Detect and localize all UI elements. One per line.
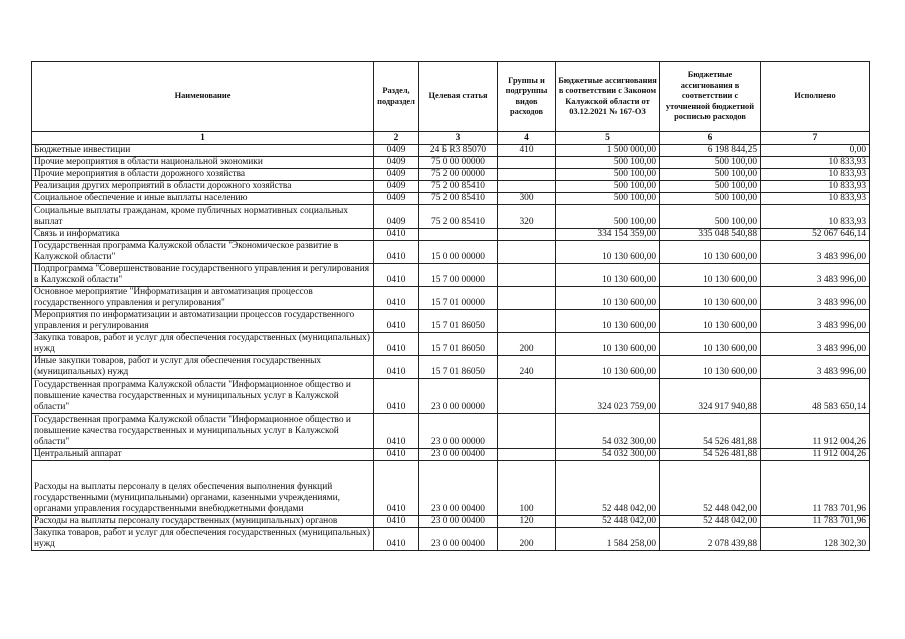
table-row bbox=[32, 157, 870, 169]
row-revised-amount: 500 100,00 bbox=[660, 157, 761, 169]
row-name: Основное мероприятие "Информатизация и автоматизация процессов государственного управления и регулирования" bbox=[32, 287, 374, 310]
row-executed-amount: 10 833,93 bbox=[761, 205, 870, 229]
row-section: 0410 bbox=[374, 449, 419, 461]
row-law-amount: 10 130 600,00 bbox=[556, 333, 660, 356]
row-target-article: 23 0 00 00400 bbox=[419, 461, 498, 516]
row-revised-amount: 500 100,00 bbox=[660, 193, 761, 205]
row-section: 0410 bbox=[374, 461, 419, 516]
table-row bbox=[32, 205, 870, 229]
row-executed-amount: 10 833,93 bbox=[761, 193, 870, 205]
column-number: 4 bbox=[498, 132, 556, 145]
row-law-amount: 500 100,00 bbox=[556, 205, 660, 229]
row-section: 0410 bbox=[374, 310, 419, 333]
row-executed-amount: 10 833,93 bbox=[761, 169, 870, 181]
row-name: Социальные выплаты гражданам, кроме публичных нормативных социальных выплат bbox=[32, 205, 374, 229]
row-target-article: 75 2 00 00000 bbox=[419, 169, 498, 181]
row-name: Центральный аппарат bbox=[32, 449, 374, 461]
row-target-article: 15 7 01 00000 bbox=[419, 287, 498, 310]
row-expense-group bbox=[498, 379, 556, 414]
table-row bbox=[32, 193, 870, 205]
table-row bbox=[32, 241, 870, 264]
row-executed-amount: 11 912 004,26 bbox=[761, 414, 870, 449]
row-section: 0410 bbox=[374, 241, 419, 264]
row-law-amount: 54 032 300,00 bbox=[556, 414, 660, 449]
row-revised-amount: 10 130 600,00 bbox=[660, 287, 761, 310]
row-revised-amount: 500 100,00 bbox=[660, 181, 761, 193]
row-section: 0410 bbox=[374, 287, 419, 310]
table-row bbox=[32, 449, 870, 461]
header-section: Раздел, подраздел bbox=[374, 62, 419, 132]
row-executed-amount: 11 912 004,26 bbox=[761, 449, 870, 461]
row-name: Иные закупки товаров, работ и услуг для обеспечения государственных (муниципальных) нужд bbox=[32, 356, 374, 379]
row-executed-amount: 3 483 996,00 bbox=[761, 241, 870, 264]
row-expense-group: 300 bbox=[498, 193, 556, 205]
table-row bbox=[32, 310, 870, 333]
table-row bbox=[32, 169, 870, 181]
row-target-article: 15 7 01 86050 bbox=[419, 310, 498, 333]
row-revised-amount: 2 078 439,88 bbox=[660, 528, 761, 551]
row-revised-amount: 500 100,00 bbox=[660, 205, 761, 229]
row-executed-amount: 3 483 996,00 bbox=[761, 264, 870, 287]
table-row bbox=[32, 356, 870, 379]
table-row bbox=[32, 181, 870, 193]
row-expense-group bbox=[498, 229, 556, 241]
row-target-article: 23 0 00 00400 bbox=[419, 449, 498, 461]
row-law-amount: 500 100,00 bbox=[556, 157, 660, 169]
row-section: 0409 bbox=[374, 193, 419, 205]
row-revised-amount: 52 448 042,00 bbox=[660, 516, 761, 528]
row-section: 0410 bbox=[374, 356, 419, 379]
table-row bbox=[32, 145, 870, 157]
row-law-amount: 10 130 600,00 bbox=[556, 264, 660, 287]
row-expense-group bbox=[498, 157, 556, 169]
row-expense-group bbox=[498, 169, 556, 181]
row-name: Бюджетные инвестиции bbox=[32, 145, 374, 157]
row-revised-amount: 10 130 600,00 bbox=[660, 264, 761, 287]
table-row bbox=[32, 333, 870, 356]
row-expense-group bbox=[498, 264, 556, 287]
row-target-article: 75 2 00 85410 bbox=[419, 205, 498, 229]
row-law-amount: 1 500 000,00 bbox=[556, 145, 660, 157]
row-expense-group bbox=[498, 414, 556, 449]
column-number: 5 bbox=[556, 132, 660, 145]
table-row bbox=[32, 229, 870, 241]
row-name: Государственная программа Калужской области "Экономическое развитие в Калужской области" bbox=[32, 241, 374, 264]
row-law-amount: 10 130 600,00 bbox=[556, 356, 660, 379]
row-name: Мероприятия по информатизации и автоматизации процессов государственного управления и регулирования bbox=[32, 310, 374, 333]
row-expense-group: 120 bbox=[498, 516, 556, 528]
row-revised-amount: 10 130 600,00 bbox=[660, 333, 761, 356]
row-section: 0410 bbox=[374, 333, 419, 356]
row-section: 0409 bbox=[374, 205, 419, 229]
row-executed-amount: 0,00 bbox=[761, 145, 870, 157]
table-row bbox=[32, 287, 870, 310]
row-law-amount: 1 584 258,00 bbox=[556, 528, 660, 551]
budget-table bbox=[31, 61, 870, 551]
column-number: 7 bbox=[761, 132, 870, 145]
row-revised-amount: 54 526 481,88 bbox=[660, 414, 761, 449]
row-section: 0410 bbox=[374, 379, 419, 414]
row-target-article: 15 7 01 86050 bbox=[419, 356, 498, 379]
row-section: 0410 bbox=[374, 516, 419, 528]
row-target-article: 75 0 00 00000 bbox=[419, 157, 498, 169]
row-target-article: 23 0 00 00400 bbox=[419, 528, 498, 551]
table-row bbox=[32, 461, 870, 516]
row-law-amount: 54 032 300,00 bbox=[556, 449, 660, 461]
row-section: 0409 bbox=[374, 157, 419, 169]
row-target-article bbox=[419, 229, 498, 241]
row-expense-group: 100 bbox=[498, 461, 556, 516]
row-expense-group: 200 bbox=[498, 333, 556, 356]
row-law-amount: 334 154 359,00 bbox=[556, 229, 660, 241]
header-name: Наименование bbox=[32, 62, 374, 132]
column-number: 2 bbox=[374, 132, 419, 145]
header-executed: Исполнено bbox=[761, 62, 870, 132]
row-name: Социальное обеспечение и иные выплаты населению bbox=[32, 193, 374, 205]
row-law-amount: 52 448 042,00 bbox=[556, 516, 660, 528]
column-number: 1 bbox=[32, 132, 374, 145]
row-expense-group bbox=[498, 287, 556, 310]
row-expense-group bbox=[498, 181, 556, 193]
budget-table-container bbox=[31, 61, 870, 551]
row-target-article: 75 2 00 85410 bbox=[419, 193, 498, 205]
column-number: 6 bbox=[660, 132, 761, 145]
row-revised-amount: 6 198 844,25 bbox=[660, 145, 761, 157]
row-law-amount: 10 130 600,00 bbox=[556, 287, 660, 310]
row-revised-amount: 324 917 940,88 bbox=[660, 379, 761, 414]
row-expense-group: 320 bbox=[498, 205, 556, 229]
row-executed-amount: 3 483 996,00 bbox=[761, 356, 870, 379]
row-section: 0410 bbox=[374, 264, 419, 287]
row-target-article: 15 0 00 00000 bbox=[419, 241, 498, 264]
row-revised-amount: 54 526 481,88 bbox=[660, 449, 761, 461]
row-revised-amount: 335 048 540,88 bbox=[660, 229, 761, 241]
row-target-article: 23 0 00 00400 bbox=[419, 516, 498, 528]
table-row bbox=[32, 516, 870, 528]
row-executed-amount: 11 783 701,96 bbox=[761, 516, 870, 528]
header-target-article: Целевая статья bbox=[419, 62, 498, 132]
row-section: 0409 bbox=[374, 145, 419, 157]
row-name: Государственная программа Калужской области "Информационное общество и повышение качества государственных и муниципальных услуг в Калужской области" bbox=[32, 379, 374, 414]
row-executed-amount: 10 833,93 bbox=[761, 157, 870, 169]
row-law-amount: 500 100,00 bbox=[556, 169, 660, 181]
row-name: Прочие мероприятия в области дорожного хозяйства bbox=[32, 169, 374, 181]
row-expense-group: 410 bbox=[498, 145, 556, 157]
row-name: Подпрограмма "Совершенствование государственного управления и регулирования в Калужской области" bbox=[32, 264, 374, 287]
row-target-article: 24 Б R3 85070 bbox=[419, 145, 498, 157]
row-law-amount: 10 130 600,00 bbox=[556, 310, 660, 333]
row-section: 0410 bbox=[374, 414, 419, 449]
row-expense-group: 200 bbox=[498, 528, 556, 551]
row-executed-amount: 52 067 646,14 bbox=[761, 229, 870, 241]
row-target-article: 23 0 00 00000 bbox=[419, 379, 498, 414]
row-executed-amount: 3 483 996,00 bbox=[761, 333, 870, 356]
row-name: Связь и информатика bbox=[32, 229, 374, 241]
row-executed-amount: 48 583 650,14 bbox=[761, 379, 870, 414]
row-executed-amount: 128 302,30 bbox=[761, 528, 870, 551]
row-section: 0409 bbox=[374, 169, 419, 181]
row-name: Закупка товаров, работ и услуг для обеспечения государственных (муниципальных) нужд bbox=[32, 333, 374, 356]
row-expense-group bbox=[498, 449, 556, 461]
row-law-amount: 52 448 042,00 bbox=[556, 461, 660, 516]
row-revised-amount: 10 130 600,00 bbox=[660, 356, 761, 379]
row-law-amount: 500 100,00 bbox=[556, 193, 660, 205]
row-target-article: 15 7 01 86050 bbox=[419, 333, 498, 356]
row-target-article: 15 7 00 00000 bbox=[419, 264, 498, 287]
row-revised-amount: 10 130 600,00 bbox=[660, 310, 761, 333]
row-name: Реализация других мероприятий в области дорожного хозяйства bbox=[32, 181, 374, 193]
column-number: 3 bbox=[419, 132, 498, 145]
row-section: 0409 bbox=[374, 181, 419, 193]
row-expense-group bbox=[498, 310, 556, 333]
row-executed-amount: 10 833,93 bbox=[761, 181, 870, 193]
header-law-allocations: Бюджетные ассигнования в соответствии с Законом Калужской области от 03.12.2021 № 167-ОЗ bbox=[556, 62, 660, 132]
row-section: 0410 bbox=[374, 229, 419, 241]
row-name: Закупка товаров, работ и услуг для обеспечения государственных (муниципальных) нужд bbox=[32, 528, 374, 551]
row-law-amount: 500 100,00 bbox=[556, 181, 660, 193]
row-name: Расходы на выплаты персоналу государственных (муниципальных) органов bbox=[32, 516, 374, 528]
header-expense-group: Группы и подгруппы видов расходов bbox=[498, 62, 556, 132]
row-target-article: 23 0 00 00000 bbox=[419, 414, 498, 449]
header-revised-allocations: Бюджетные ассигнования в соответствии с уточненной бюджетной росписью расходов bbox=[660, 62, 761, 132]
row-executed-amount: 11 783 701,96 bbox=[761, 461, 870, 516]
row-target-article: 75 2 00 85410 bbox=[419, 181, 498, 193]
row-executed-amount: 3 483 996,00 bbox=[761, 310, 870, 333]
row-name: Расходы на выплаты персоналу в целях обеспечения выполнения функций государственными (муниципальными) органами, казенными учреждениями, органами управления государственными внебюджетными фондами bbox=[32, 461, 374, 516]
header-row bbox=[32, 62, 870, 132]
table-body bbox=[32, 145, 870, 551]
column-number-row bbox=[32, 132, 870, 145]
table-row bbox=[32, 264, 870, 287]
table-row bbox=[32, 414, 870, 449]
row-name: Прочие мероприятия в области национальной экономики bbox=[32, 157, 374, 169]
row-name: Государственная программа Калужской области "Информационное общество и повышение качества государственных и муниципальных услуг в Калужской области" bbox=[32, 414, 374, 449]
row-law-amount: 10 130 600,00 bbox=[556, 241, 660, 264]
row-section: 0410 bbox=[374, 528, 419, 551]
row-revised-amount: 10 130 600,00 bbox=[660, 241, 761, 264]
table-row bbox=[32, 379, 870, 414]
table-row bbox=[32, 528, 870, 551]
row-expense-group: 240 bbox=[498, 356, 556, 379]
row-executed-amount: 3 483 996,00 bbox=[761, 287, 870, 310]
row-expense-group bbox=[498, 241, 556, 264]
row-revised-amount: 500 100,00 bbox=[660, 169, 761, 181]
row-revised-amount: 52 448 042,00 bbox=[660, 461, 761, 516]
row-law-amount: 324 023 759,00 bbox=[556, 379, 660, 414]
